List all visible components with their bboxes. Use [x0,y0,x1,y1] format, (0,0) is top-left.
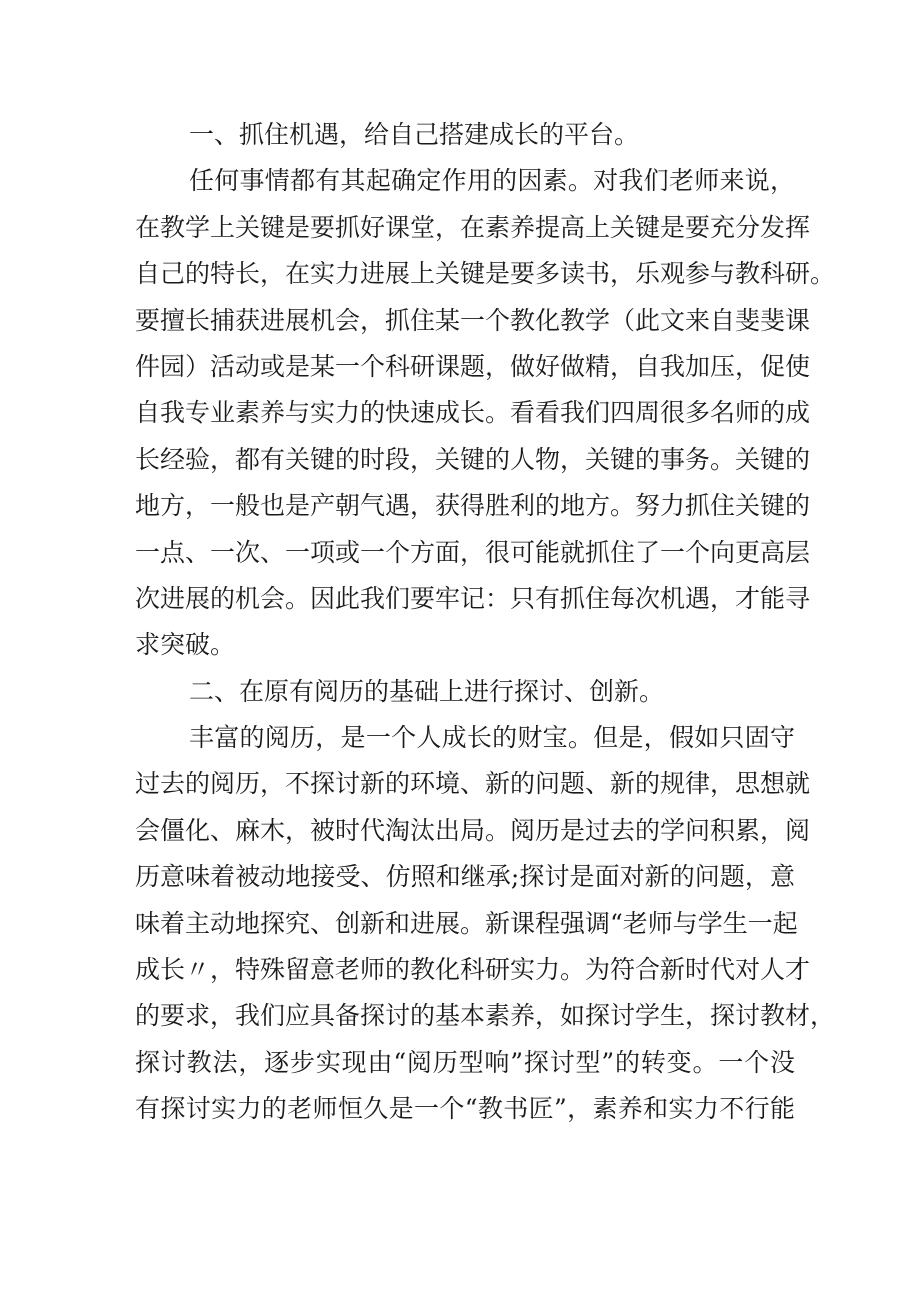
document-body [135,112,836,1133]
text-line: 求突破。 [135,630,236,660]
text-line: 一点、一次、一项或一个方面，很可能就抓住了一个向更高层 [135,537,811,567]
text-line: 丰富的阅历，是一个人成长的财宝。但是，假如只固守 [189,723,795,753]
text-line: 在教学上关键是要抓好课堂，在素养提高上关键是要充分发挥 [135,212,811,242]
text-line: 有探讨实力的老师恒久是一个“教书匠”，素养和实力不行能 [135,1094,795,1124]
text-line: 会僵化、麻木，被时代淘汰出局。阅历是过去的学问积累，阅 [135,815,811,845]
text-line: 味着主动地探究、创新和进展。新课程强调“老师与学生一起 [135,908,798,938]
text-line: 二、在原有阅历的基础上进行探讨、创新。 [189,676,665,706]
text-line: 件园）活动或是某一个科研课题，做好做精，自我加压，促使 [135,351,811,381]
text-line: 的要求，我们应具备探讨的基本素养，如探讨学生，探讨教材， [135,1001,836,1031]
text-line: 过去的阅历，不探讨新的环境、新的问题、新的规律，思想就 [135,769,811,799]
text-line: 一、抓住机遇，给自己搭建成长的平台。 [189,120,640,149]
text-line: 探讨教法，逐步实现由“阅历型响”探讨型”的转变。一个没 [135,1047,795,1077]
text-line: 成长〃，特殊留意老师的教化科研实力。为符合新时代对人才 [135,955,811,985]
text-line: 自己的特长，在实力进展上关键是要多读书，乐观参与教科研。 [135,259,836,289]
text-line: 自我专业素养与实力的快速成长。看看我们四周很多名师的成 [135,398,811,428]
text-line: 长经验，都有关键的时段，关键的人物，关键的事务。关键的 [135,444,811,474]
text-line: 要擅长捕获进展机会，抓住某一个教化教学（此文来自斐斐课 [135,305,811,335]
text-line: 次进展的机会。因此我们要牢记：只有抓住每次机遇，才能寻 [135,583,811,613]
text-line: 任何事情都有其起确定作用的因素。对我们老师来说， [189,166,795,196]
text-line: 地方，一般也是产朝气遇，获得胜利的地方。努力抓住关键的 [135,491,811,521]
text-line: 历意味着被动地接受、仿照和继承;探讨是面对新的问题，意 [135,862,795,892]
